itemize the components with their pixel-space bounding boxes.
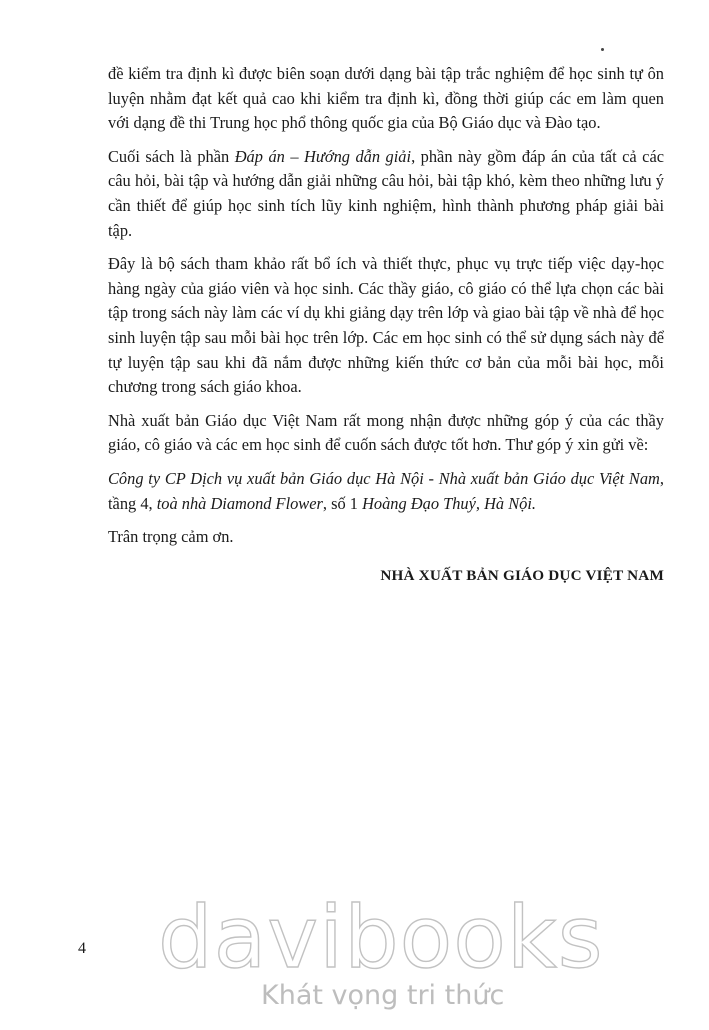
paragraph xyxy=(108,409,664,458)
paragraph xyxy=(108,252,664,400)
paragraph xyxy=(108,525,664,550)
publisher-signature: NHÀ XUẤT BẢN GIÁO DỤC VIỆT NAM xyxy=(380,566,664,584)
watermark-logo xyxy=(158,888,604,1028)
page-number: 4 xyxy=(78,940,86,957)
text-run: Cuối sách là phần xyxy=(108,146,235,166)
text-run: , số 1 xyxy=(322,493,363,513)
text-run: Nhà xuất bản Giáo dục Việt Nam rất mong nhận được những góp ý của các thầy giáo, cô giáo và các em học sinh để cuốn sách được tốt hơn. Thư góp ý xin gửi về: xyxy=(108,410,664,455)
page-body xyxy=(108,62,664,594)
signature-block xyxy=(108,564,664,594)
stray-dot-mark xyxy=(601,48,604,51)
italic-text: Hoàng Đạo Thuý, Hà Nội. xyxy=(362,493,537,513)
watermark-tagline: Khát vọng tri thức xyxy=(261,980,505,1011)
italic-text: toà nhà Diamond Flower xyxy=(156,493,323,513)
text-run: đề kiểm tra định kì được biên soạn dưới dạng bài tập trắc nghiệm để học sinh tự ôn luyện nhằm đạt kết quả cao khi kiểm tra định kì, đồng thời giúp các em làm quen với dạng đề thi Trung học phổ thông quốc gia của Bộ Giáo dục và Đào tạo. xyxy=(108,64,664,133)
text-run: , phần này gồm đáp án của tất cả các câu hỏi, bài tập và hướng dẫn giải những câu hỏi, bài tập khó, kèm theo những lưu ý cần thiết để giúp học sinh tích lũy kinh nghiệm, hình thành phương pháp giải bài tập. xyxy=(108,146,664,240)
watermark-brand-text: davibooks xyxy=(158,888,604,988)
paragraph xyxy=(108,145,664,243)
text-run: , tầng 4, xyxy=(108,468,664,513)
italic-text: Đáp án – Hướng dẫn giải xyxy=(234,146,412,166)
italic-text: Công ty CP Dịch vụ xuất bản Giáo dục Hà Nội - Nhà xuất bản Giáo dục Việt Nam xyxy=(108,468,660,488)
paragraph xyxy=(108,467,664,516)
paragraph xyxy=(108,62,664,136)
text-run: Trân trọng cảm ơn. xyxy=(108,527,234,547)
text-run: Đây là bộ sách tham khảo rất bổ ích và thiết thực, phục vụ trực tiếp việc dạy-học hàng ngày của giáo viên và học sinh. Các thầy giáo, cô giáo có thể lựa chọn các bài tập trong sách này làm các ví dụ khi giảng dạy trên lớp và giao bài tập về nhà để học sinh luyện tập sau mỗi bài học trên lớp. Các em học sinh có thể sử dụng sách này để tự luyện tập sau khi đã nắm được những kiến thức cơ bản của mỗi bài học, mỗi chương trong sách giáo khoa. xyxy=(108,254,664,397)
paragraph-list xyxy=(108,62,664,550)
